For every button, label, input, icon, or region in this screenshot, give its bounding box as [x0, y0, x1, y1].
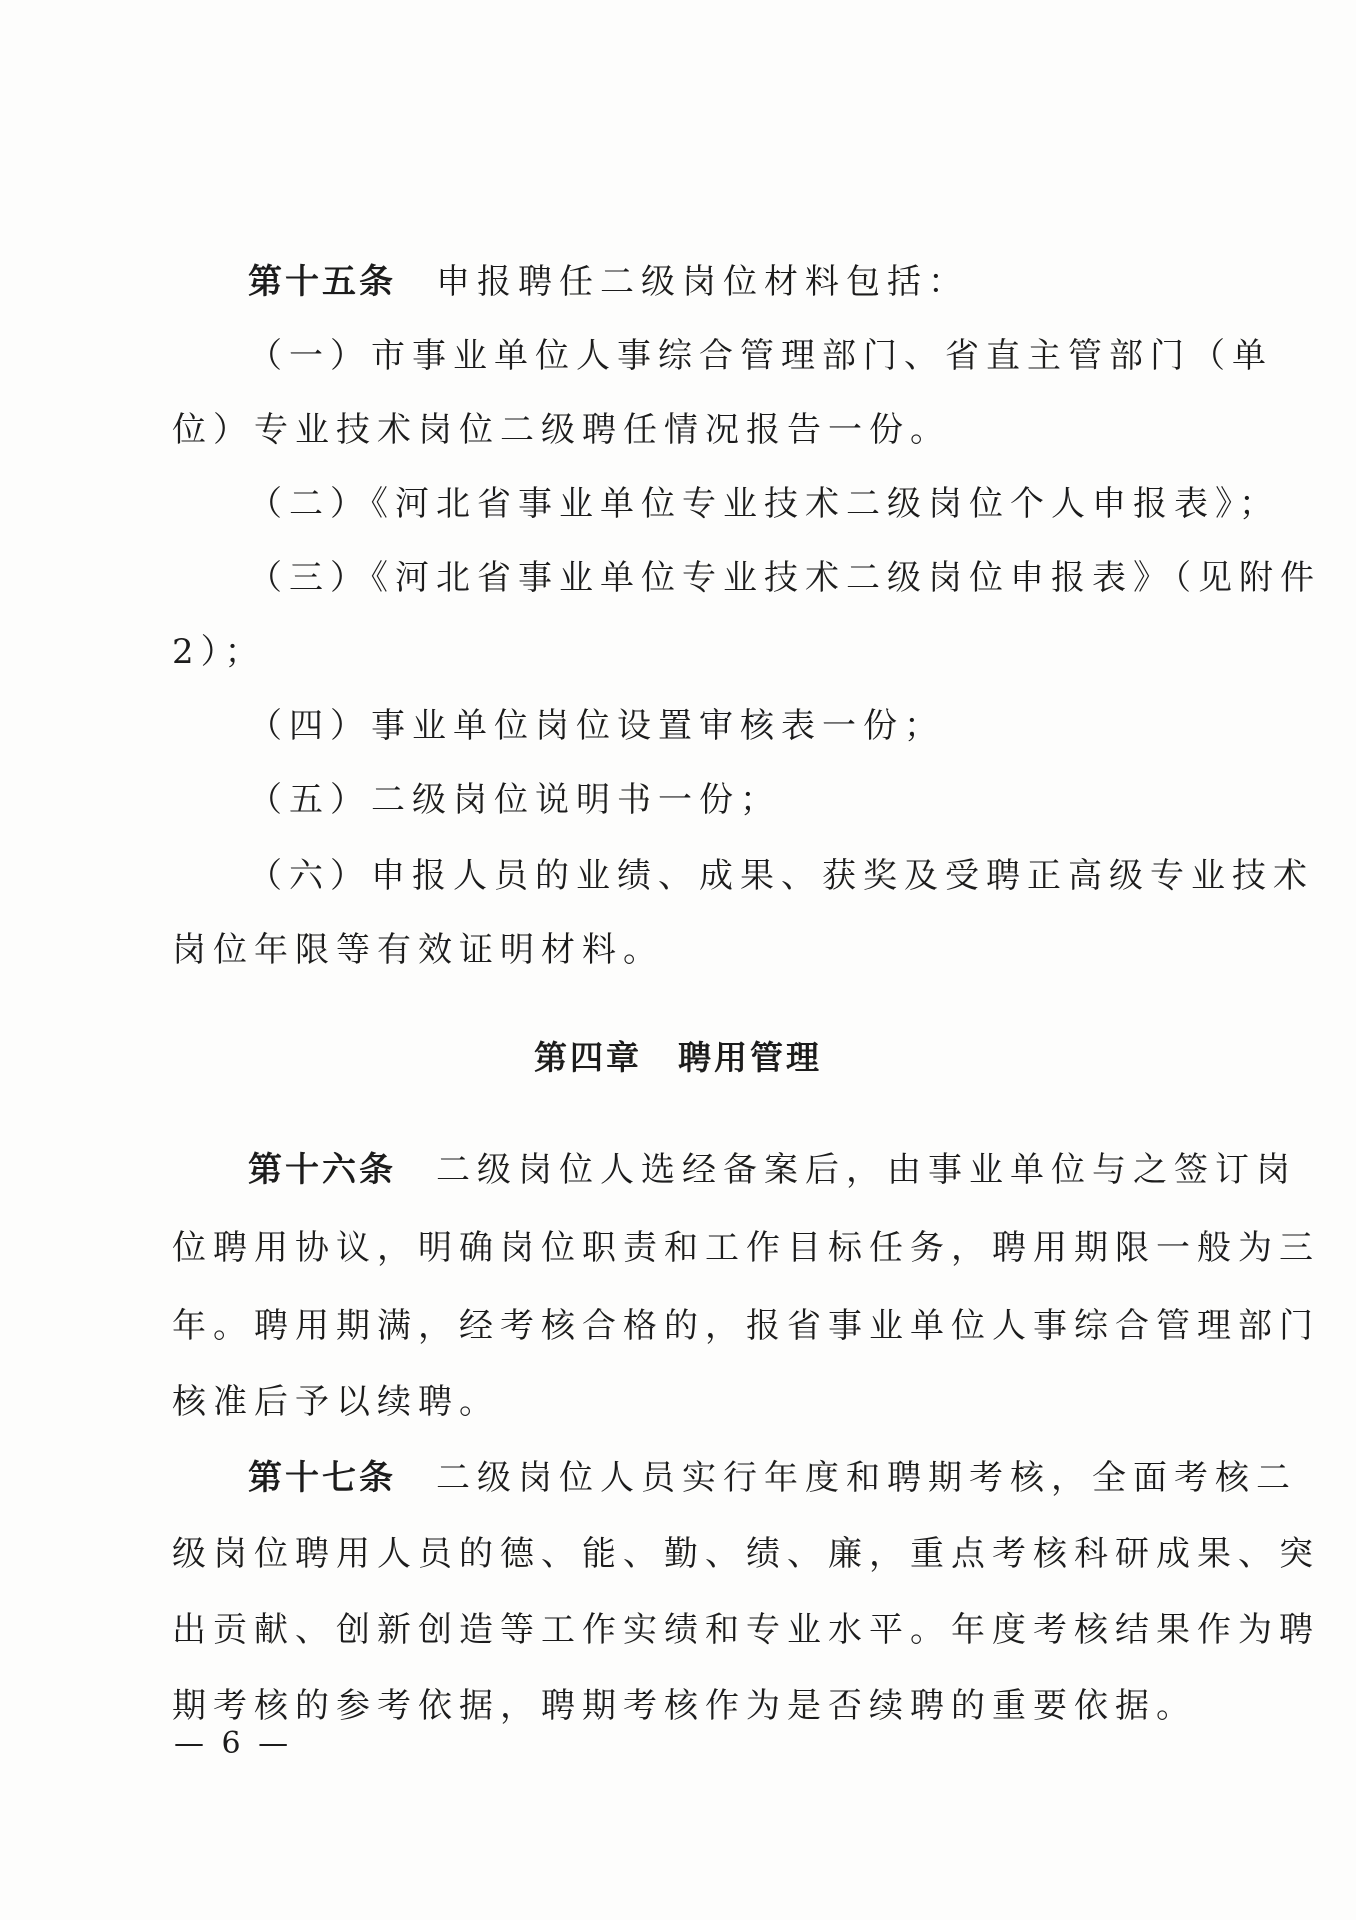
article-17-text-1: 二级岗位人员实行年度和聘期考核，全面考核二 [436, 1458, 1297, 1498]
article-16-line-1 [248, 1150, 1297, 1190]
article-17-heading: 第十七条 [248, 1458, 396, 1498]
chapter-heading: 第四章 聘用管理 [534, 1038, 822, 1077]
article-15-item-5: （五）二级岗位说明书一份； [248, 780, 781, 820]
article-15-item-1-line-2: 位）专业技术岗位二级聘任情况报告一份。 [172, 410, 951, 450]
article-15-item-2: （二）《河北省事业单位专业技术二级岗位个人申报表》； [248, 484, 1280, 524]
article-15-text: 申报聘任二级岗位材料包括： [436, 262, 969, 302]
article-16-line-3: 年。聘用期满，经考核合格的，报省事业单位人事综合管理部门 [172, 1306, 1320, 1346]
article-17-line-1 [248, 1458, 1297, 1498]
article-16-heading: 第十六条 [248, 1150, 396, 1190]
article-15-item-6-line-1: （六）申报人员的业绩、成果、获奖及受聘正高级专业技术 [248, 856, 1314, 896]
article-15-intro [248, 262, 969, 302]
article-15-heading: 第十五条 [248, 262, 396, 302]
article-16-line-2: 位聘用协议，明确岗位职责和工作目标任务，聘用期限一般为三 [172, 1228, 1320, 1268]
article-15-item-6-line-2: 岗位年限等有效证明材料。 [172, 930, 664, 970]
page-number: — 6 — [174, 1726, 293, 1761]
article-16-line-4: 核准后予以续聘。 [172, 1382, 500, 1422]
article-17-line-3: 出贡献、创新创造等工作实绩和专业水平。年度考核结果作为聘 [172, 1610, 1320, 1650]
article-16-text-1: 二级岗位人选经备案后，由事业单位与之签订岗 [436, 1150, 1297, 1190]
article-15-item-1-line-1: （一）市事业单位人事综合管理部门、省直主管部门（单 [248, 336, 1273, 376]
article-17-line-4: 期考核的参考依据，聘期考核作为是否续聘的重要依据。 [172, 1686, 1197, 1726]
article-15-item-4: （四）事业单位岗位设置审核表一份； [248, 706, 945, 746]
article-15-item-3-line-1: （三）《河北省事业单位专业技术二级岗位申报表》（见附件 [248, 558, 1321, 598]
article-15-item-3-line-2: 2）； [172, 632, 266, 672]
article-17-line-2: 级岗位聘用人员的德、能、勤、绩、廉，重点考核科研成果、突 [172, 1534, 1320, 1574]
